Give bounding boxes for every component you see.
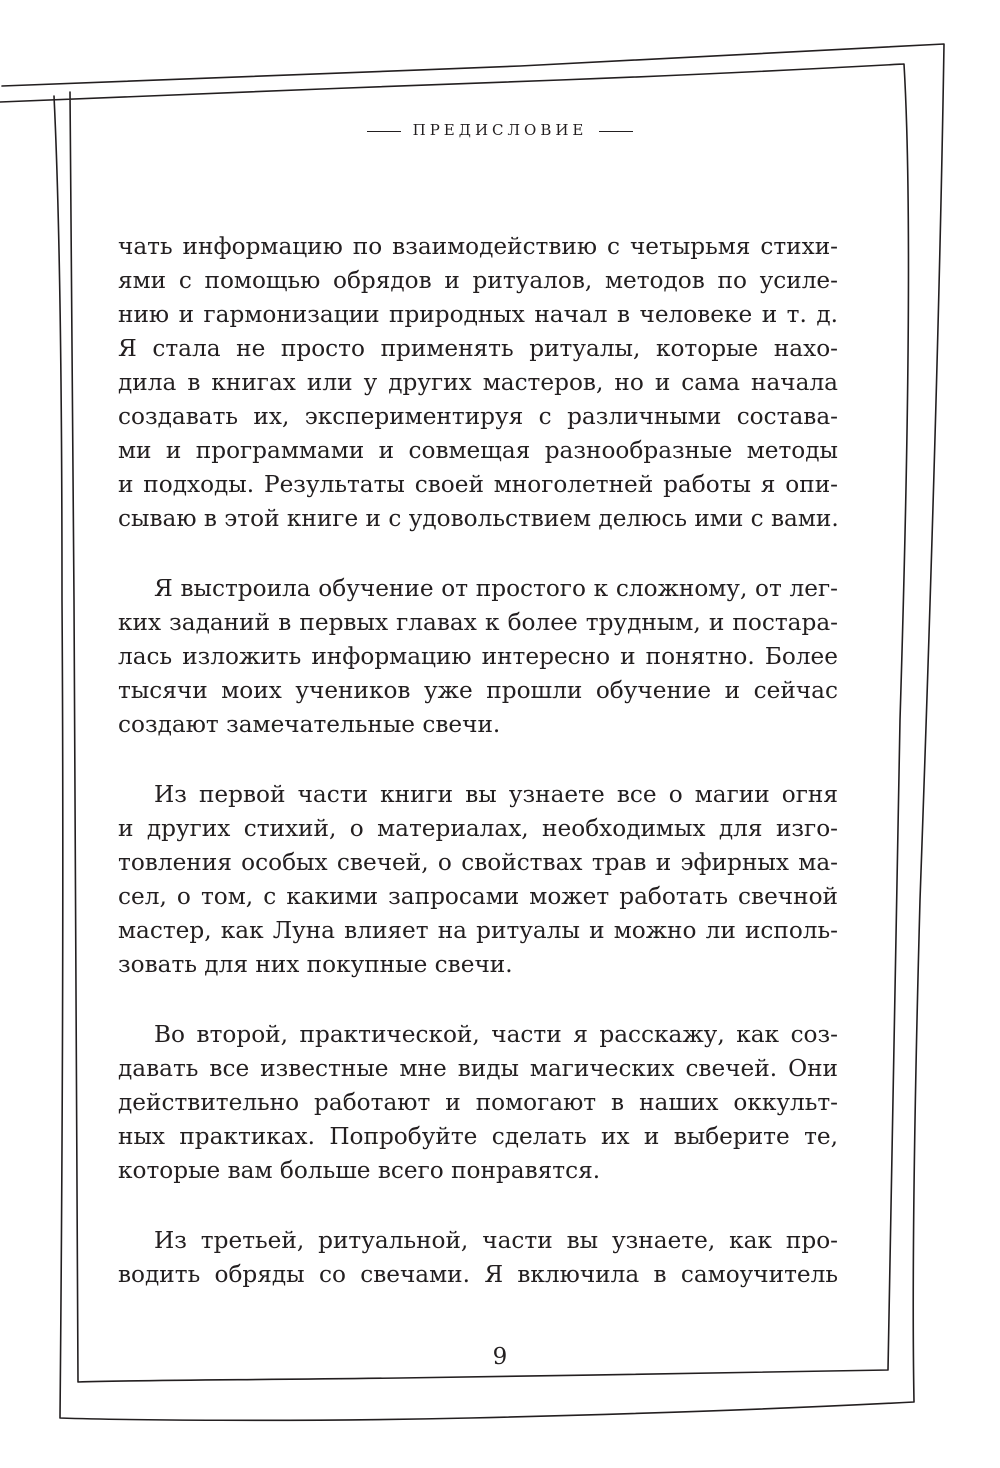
text-line: тысячи моих учеников уже прошли обучение и сейчас [118,677,838,704]
paragraph-3 [118,778,838,982]
text-line: которые вам больше всего понравятся. [118,1157,601,1184]
text-line: Я выстроила обучение от простого к сложному, от лег- [154,575,838,602]
text-line: создавать их, экспериментируя с различными состава- [118,403,838,430]
text-line: Я стала не просто применять ритуалы, которые нахо- [118,335,838,362]
text-line: и других стихий, о материалах, необходимых для изго- [118,815,838,842]
text-line: ями с помощью обрядов и ритуалов, методов по усиле- [118,267,838,294]
running-head [0,121,1000,139]
text-line: ких заданий в первых главах к более трудным, и постара- [118,609,838,636]
text-line: товления особых свечей, о свойствах трав и эфирных ма- [118,849,838,876]
text-line: Из третьей, ритуальной, части вы узнаете, как про- [154,1227,838,1254]
text-line: водить обряды со свечами. Я включила в самоучитель [118,1261,838,1288]
text-line: действительно работают и помогают в наших оккульт- [118,1089,838,1116]
text-line: мастер, как Луна влияет на ритуалы и можно ли исполь- [118,917,838,944]
text-line: сел, о том, с какими запросами может работать свечной [118,883,838,910]
text-line: сываю в этой книге и с удовольствием делюсь ими с вами. [118,505,839,532]
paragraph-4 [118,1018,838,1188]
text-line: и подходы. Результаты своей многолетней работы я опи- [118,471,838,498]
text-line: Во второй, практической, части я расскажу, как соз- [154,1021,838,1048]
text-line: дила в книгах или у других мастеров, но и сама начала [118,369,838,396]
text-line: создают замечательные свечи. [118,711,501,738]
paragraph-2 [118,572,838,742]
page-number: 9 [492,1344,508,1370]
text-line: давать все известные мне виды магических свечей. Они [118,1055,838,1082]
running-head-dash-left [367,131,401,132]
running-head-dash-right [599,131,633,132]
paragraph-5 [118,1224,838,1292]
text-line: нию и гармонизации природных начал в человеке и т. д. [118,301,838,328]
text-line: ных практиках. Попробуйте сделать их и выберите те, [118,1123,838,1150]
text-line: ми и программами и совмещая разнообразные методы [118,437,838,464]
text-line: чать информацию по взаимодействию с четырьмя стихи- [118,233,838,260]
body-text [118,230,838,1328]
text-line: зовать для них покупные свечи. [118,951,513,978]
paragraph-1 [118,230,838,536]
text-line: Из первой части книги вы узнаете все о магии огня [154,781,838,808]
running-head-title: ПРЕДИСЛОВИЕ [412,121,588,139]
text-line: лась изложить информацию интересно и понятно. Более [118,643,838,670]
